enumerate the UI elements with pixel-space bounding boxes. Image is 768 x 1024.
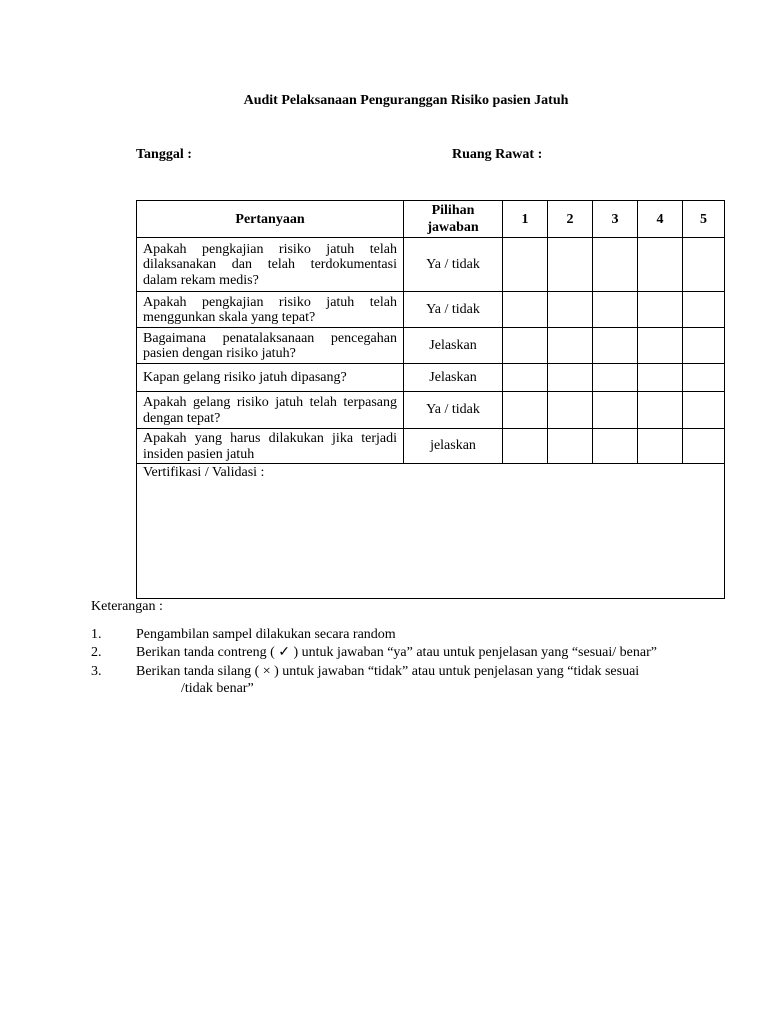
- score-cell-2[interactable]: [548, 392, 593, 429]
- score-cell-2[interactable]: [548, 429, 593, 464]
- list-item: [91, 663, 691, 697]
- table-row: [137, 429, 725, 464]
- note-text: Berikan tanda contreng ( ✓ ) untuk jawaban “ya” atau untuk penjelasan yang “sesuai/ benar”: [136, 645, 657, 660]
- column-header-2: 2: [548, 201, 593, 238]
- score-cell-5[interactable]: [683, 292, 725, 328]
- score-cell-1[interactable]: [503, 429, 548, 464]
- question-cell: Apakah gelang risiko jatuh telah terpasang dengan tepat?: [137, 392, 404, 429]
- score-cell-4[interactable]: [638, 429, 683, 464]
- answer-option-cell: Ya / tidak: [404, 292, 503, 328]
- notes-list: [91, 626, 691, 697]
- score-cell-1[interactable]: [503, 364, 548, 392]
- question-cell: Bagaimana penatalaksanaan pencegahan pasien dengan risiko jatuh?: [137, 328, 404, 364]
- column-header-answer-line2: jawaban: [427, 220, 479, 235]
- score-cell-4[interactable]: [638, 364, 683, 392]
- verification-cell[interactable]: Vertifikasi / Validasi :: [137, 464, 725, 599]
- score-cell-2[interactable]: [548, 328, 593, 364]
- question-cell: Apakah pengkajian risiko jatuh telah dilaksanakan dan telah terdokumentasi dalam rekam medis?: [137, 238, 404, 292]
- column-header-4: 4: [638, 201, 683, 238]
- answer-option-cell: Jelaskan: [404, 364, 503, 392]
- note-text-continuation: /tidak benar”: [181, 681, 254, 696]
- score-cell-3[interactable]: [593, 238, 638, 292]
- table-header-row: [137, 201, 725, 238]
- score-cell-5[interactable]: [683, 364, 725, 392]
- table-row: [137, 392, 725, 429]
- verification-row: [137, 464, 725, 599]
- note-number: 1.: [91, 627, 102, 642]
- note-number: 2.: [91, 645, 102, 660]
- score-cell-2[interactable]: [548, 238, 593, 292]
- score-cell-3[interactable]: [593, 392, 638, 429]
- score-cell-4[interactable]: [638, 392, 683, 429]
- table-row: [137, 364, 725, 392]
- score-cell-3[interactable]: [593, 292, 638, 328]
- note-text: Pengambilan sampel dilakukan secara random: [136, 627, 396, 642]
- question-cell: Kapan gelang risiko jatuh dipasang?: [137, 364, 404, 392]
- score-cell-5[interactable]: [683, 392, 725, 429]
- score-cell-5[interactable]: [683, 429, 725, 464]
- answer-option-cell: Jelaskan: [404, 328, 503, 364]
- question-cell: Apakah pengkajian risiko jatuh telah menggunkan skala yang tepat?: [137, 292, 404, 328]
- column-header-3: 3: [593, 201, 638, 238]
- score-cell-1[interactable]: [503, 392, 548, 429]
- ward-label: Ruang Rawat :: [452, 147, 543, 162]
- note-text: Berikan tanda silang ( × ) untuk jawaban “tidak” atau untuk penjelasan yang “tidak sesuai: [136, 664, 640, 679]
- column-header-1: 1: [503, 201, 548, 238]
- score-cell-3[interactable]: [593, 328, 638, 364]
- score-cell-1[interactable]: [503, 328, 548, 364]
- score-cell-2[interactable]: [548, 364, 593, 392]
- score-cell-3[interactable]: [593, 429, 638, 464]
- score-cell-1[interactable]: [503, 238, 548, 292]
- column-header-answer-line1: Pilihan: [431, 203, 475, 218]
- score-cell-5[interactable]: [683, 328, 725, 364]
- answer-option-cell: jelaskan: [404, 429, 503, 464]
- column-header-question: Pertanyaan: [137, 201, 404, 238]
- column-header-5: 5: [683, 201, 725, 238]
- list-item: [91, 644, 691, 661]
- score-cell-2[interactable]: [548, 292, 593, 328]
- table-row: [137, 292, 725, 328]
- score-cell-4[interactable]: [638, 238, 683, 292]
- score-cell-4[interactable]: [638, 292, 683, 328]
- score-cell-5[interactable]: [683, 238, 725, 292]
- score-cell-1[interactable]: [503, 292, 548, 328]
- table-row: [137, 328, 725, 364]
- audit-table: [136, 200, 725, 599]
- column-header-answer: [404, 201, 503, 238]
- answer-option-cell: Ya / tidak: [404, 392, 503, 429]
- question-cell: Apakah yang harus dilakukan jika terjadi insiden pasien jatuh: [137, 429, 404, 464]
- score-cell-3[interactable]: [593, 364, 638, 392]
- list-item: [91, 626, 691, 643]
- answer-option-cell: Ya / tidak: [404, 238, 503, 292]
- table-row: [137, 238, 725, 292]
- document-title: Audit Pelaksanaan Penguranggan Risiko pasien Jatuh: [243, 93, 569, 108]
- note-number: 3.: [91, 664, 102, 679]
- notes-heading: Keterangan :: [91, 599, 163, 614]
- date-label: Tanggal :: [136, 147, 192, 162]
- score-cell-4[interactable]: [638, 328, 683, 364]
